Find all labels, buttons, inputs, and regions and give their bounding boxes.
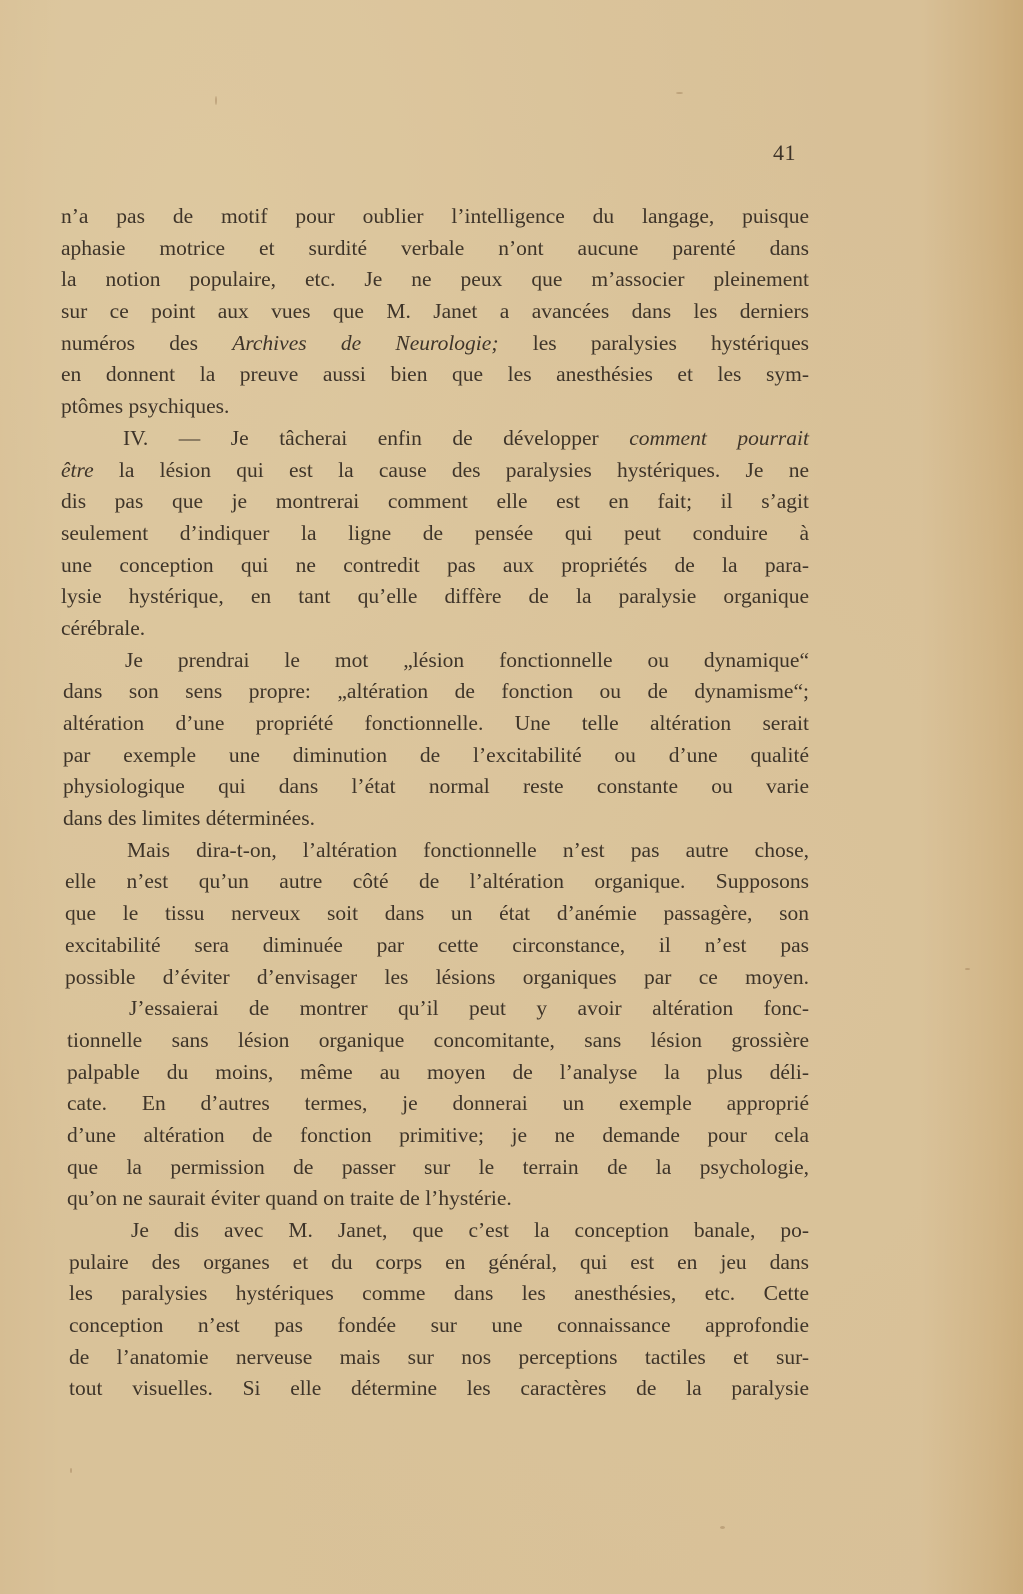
text-line: que le tissu nerveux soit dans un état d’anémie passagère, son	[65, 901, 809, 926]
paragraph	[61, 423, 809, 645]
paper-speck	[676, 92, 683, 94]
paper-speck	[720, 1526, 725, 1529]
text-line: cérébrale.	[61, 615, 146, 640]
text-line: excitabilité sera diminuée par cette circonstance, il n’est pas	[65, 932, 809, 957]
text-line: sur ce point aux vues que M. Janet a avancées dans les derniers	[61, 299, 809, 324]
text-line: J’essaierai de montrer qu’il peut y avoir altération fonc-	[129, 996, 809, 1021]
text-line	[61, 423, 809, 455]
text-line: par exemple une diminution de l’excitabilité ou d’une qualité	[63, 742, 809, 767]
text-line: altération d’une propriété fonctionnelle. Une telle altération serait	[63, 711, 809, 735]
text-line: aphasie motrice et surdité verbale n’ont aucune parenté dans	[61, 235, 809, 260]
text-line: elle n’est qu’un autre côté de l’altération organique. Supposons	[65, 869, 809, 894]
text-line: conception n’est pas fondée sur une connaissance approfondie	[69, 1313, 809, 1338]
text-segment: numéros des	[61, 330, 233, 355]
text-segment: les paralysies hystériques	[498, 330, 809, 355]
text-line: que la permission de passer sur le terrain de la psychologie,	[67, 1154, 809, 1179]
paragraph	[61, 645, 809, 835]
text-line: la notion populaire, etc. Je ne peux que m’associer pleinement	[61, 267, 809, 292]
paper-speck	[965, 968, 970, 970]
text-line: cate. En d’autres termes, je donnerai un exemple approprié	[67, 1091, 809, 1116]
paragraph	[61, 835, 809, 993]
emphasis-italic: être	[61, 457, 94, 482]
text-line: dans des limites déterminées.	[63, 806, 315, 831]
text-line: n’a pas de motif pour oublier l’intelligence du langage, puisque	[61, 204, 809, 228]
text-line	[61, 328, 809, 360]
paragraph	[61, 993, 809, 1215]
text-line: dans son sens propre: „altération de fonction ou de dynamisme“;	[63, 679, 809, 704]
text-segment: IV. — Je tâcherai enfin de développer	[123, 425, 630, 450]
text-line: en donnent la preuve aussi bien que les anesthésies et les sym-	[61, 362, 809, 387]
paper-speck	[215, 96, 217, 105]
text-line: une conception qui ne contredit pas aux propriétés de la para-	[61, 552, 809, 577]
text-line: palpable du moins, même au moyen de l’analyse la plus déli-	[67, 1059, 809, 1084]
text-line: dis pas que je montrerai comment elle est en fait; il s’agit	[61, 489, 809, 514]
page-number: 41	[773, 140, 796, 165]
body-text	[61, 201, 809, 1405]
emphasis-italic: comment pourrait	[629, 425, 809, 450]
text-segment: la lésion qui est la cause des paralysies hystériques. Je ne	[93, 457, 809, 482]
paragraph	[61, 1215, 809, 1405]
text-line: seulement d’indiquer la ligne de pensée qui peut conduire à	[61, 520, 809, 545]
journal-title-italic: Archives de Neurologie;	[232, 330, 499, 355]
text-line: les paralysies hystériques comme dans les anesthésies, etc. Cette	[69, 1281, 809, 1306]
text-line: pulaire des organes et du corps en général, qui est en jeu dans	[69, 1249, 809, 1274]
paper-speck	[70, 1468, 72, 1473]
text-line: tout visuelles. Si elle détermine les caractères de la paralysie	[69, 1376, 809, 1401]
text-line: Mais dira-t-on, l’altération fonctionnelle n’est pas autre chose,	[127, 837, 809, 862]
text-line: lysie hystérique, en tant qu’elle diffère de la paralysie organique	[61, 584, 809, 609]
text-line: d’une altération de fonction primitive; je ne demande pour cela	[67, 1122, 809, 1147]
text-line: tionnelle sans lésion organique concomitante, sans lésion grossière	[67, 1027, 809, 1052]
paragraph	[61, 201, 809, 423]
text-line: ptômes psychiques.	[61, 394, 230, 419]
text-line	[61, 455, 809, 487]
text-line: de l’anatomie nerveuse mais sur nos perceptions tactiles et sur-	[69, 1344, 809, 1369]
text-line: physiologique qui dans l’état normal reste constante ou varie	[63, 774, 809, 799]
text-line: Je dis avec M. Janet, que c’est la conception banale, po-	[131, 1218, 809, 1242]
text-line: possible d’éviter d’envisager les lésions organiques par ce moyen.	[65, 964, 809, 989]
text-line: Je prendrai le mot „lésion fonctionnelle ou dynamique“	[125, 647, 809, 672]
text-line: qu’on ne saurait éviter quand on traite de l’hystérie.	[67, 1186, 512, 1211]
